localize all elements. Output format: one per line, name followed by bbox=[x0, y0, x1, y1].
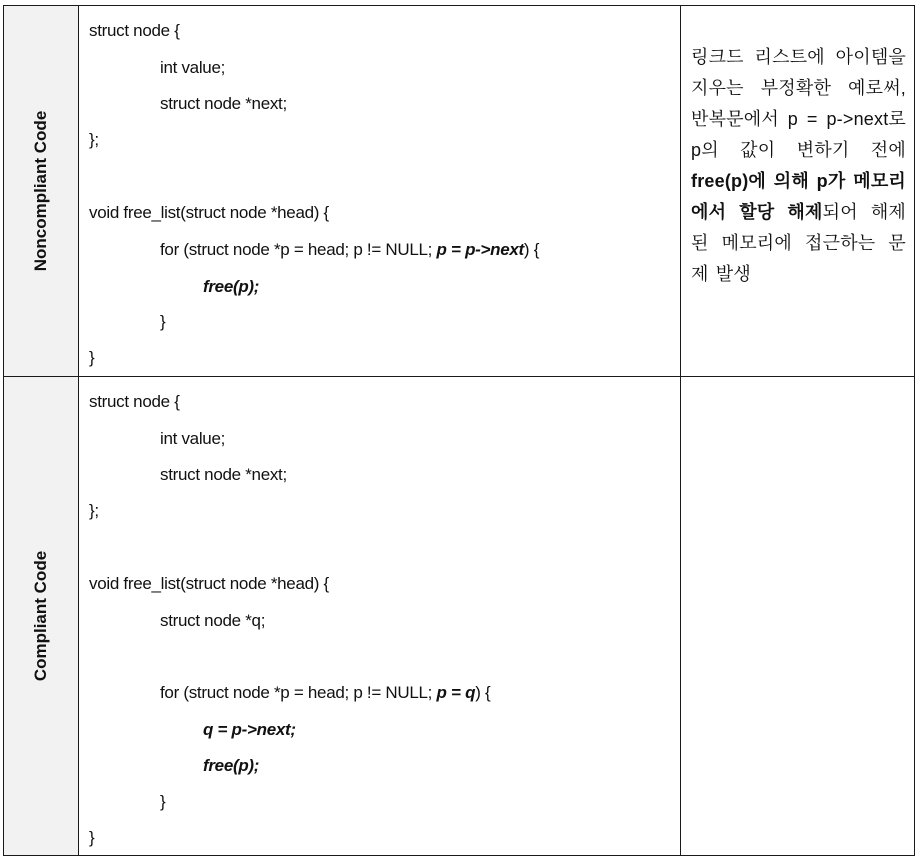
code-line: free(p); bbox=[203, 277, 260, 296]
code-text: ) { bbox=[523, 240, 540, 259]
code-line: struct node { bbox=[89, 21, 180, 40]
compliant-description-cell bbox=[681, 377, 914, 855]
code-emphasis: p = q bbox=[436, 683, 476, 702]
code-text: for (struct node *p = head; p != NULL; bbox=[160, 683, 437, 702]
code-emphasis: p = p->next bbox=[436, 240, 524, 259]
noncompliant-code-cell bbox=[79, 6, 681, 376]
code-line: } bbox=[89, 348, 95, 367]
description-text: 링크드 리스트에 아이템을 지우는 부정확한 예로써, 반복문에서 p = p->next로 p의 값이 변하기 전에 bbox=[691, 47, 906, 160]
code-text: ) { bbox=[475, 683, 491, 702]
description-emphasis: free(p)에 의해 p가 메모리에서 할당 해제 bbox=[691, 171, 906, 222]
noncompliant-description-cell bbox=[681, 6, 914, 376]
code-line: free(p); bbox=[203, 756, 260, 775]
code-comparison-table bbox=[3, 5, 915, 856]
code-line: void free_list(struct node *head) { bbox=[89, 203, 329, 222]
code-line: void free_list(struct node *head) { bbox=[89, 574, 329, 593]
noncompliant-description bbox=[691, 42, 906, 290]
code-line: struct node *q; bbox=[160, 611, 266, 630]
code-line: struct node { bbox=[89, 392, 180, 411]
compliant-row bbox=[4, 377, 914, 855]
code-line: } bbox=[160, 312, 166, 331]
code-line: } bbox=[89, 828, 95, 847]
code-line bbox=[160, 683, 490, 703]
code-line: }; bbox=[89, 130, 99, 149]
compliant-label: Compliant Code bbox=[31, 550, 50, 682]
code-line: } bbox=[160, 792, 166, 811]
noncompliant-label-cell bbox=[4, 6, 79, 376]
code-line: struct node *next; bbox=[160, 94, 287, 113]
code-line: struct node *next; bbox=[160, 465, 287, 484]
code-line: int value; bbox=[160, 58, 226, 77]
compliant-label-cell bbox=[4, 377, 79, 855]
noncompliant-row bbox=[4, 6, 914, 377]
compliant-code-cell bbox=[79, 377, 681, 855]
code-text: for (struct node *p = head; p != NULL; bbox=[160, 240, 437, 259]
code-line bbox=[160, 240, 539, 260]
description-text: 되어 해제된 메모리에 접근하는 문제 발생 bbox=[691, 202, 906, 284]
code-line: int value; bbox=[160, 429, 226, 448]
noncompliant-label: Noncompliant Code bbox=[31, 110, 50, 272]
code-line: }; bbox=[89, 501, 99, 520]
code-line: q = p->next; bbox=[203, 720, 296, 739]
